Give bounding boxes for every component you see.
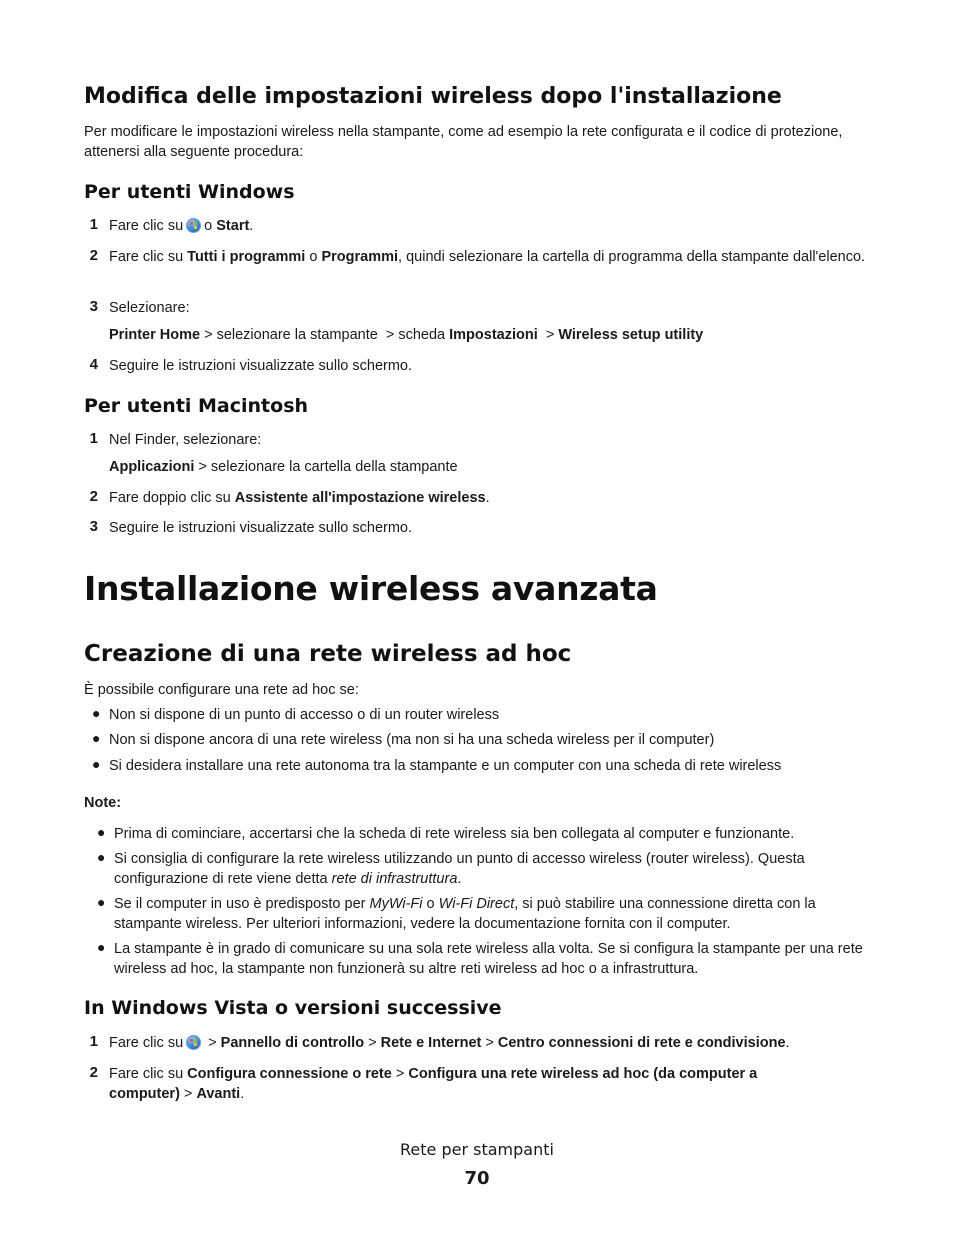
- note-item: Se il computer in uso è predisposto per MyWi-Fi o Wi-Fi Direct, si può stabilire una connessione diretta con la stampante wireless. Per ulteriori informazioni, vedere la documentazione fornita con il computer.: [114, 896, 816, 932]
- subheading-windows: Per utenti Windows: [84, 181, 295, 203]
- list-item: Non si dispone ancora di una rete wireless (ma non si ha una scheda wireless per il computer): [109, 732, 715, 748]
- notes-label: Note:: [84, 795, 122, 811]
- bullet-icon: ●: [92, 705, 101, 721]
- step-text: Fare clic su o Start.: [109, 218, 254, 234]
- step-text: Fare clic su Configura connessione o rete > Configura una rete wireless ad hoc (da computer a computer) > Avanti.: [109, 1066, 758, 1102]
- subheading-macintosh: Per utenti Macintosh: [84, 395, 309, 417]
- step-number: 2: [89, 488, 98, 505]
- step-number: 1: [89, 1033, 98, 1050]
- windows-start-icon: [186, 218, 201, 233]
- bullet-icon: ●: [97, 939, 106, 955]
- step-text: Fare clic su > Pannello di controllo > Rete e Internet > Centro connessioni di rete e condivisione.: [109, 1035, 790, 1051]
- note-item: Prima di cominciare, accertarsi che la scheda di rete wireless sia ben collegata al computer e funzionante.: [114, 826, 795, 842]
- step-text: Seguire le istruzioni visualizzate sullo schermo.: [109, 358, 413, 374]
- step-number: 3: [89, 298, 98, 315]
- step-number: 1: [89, 216, 98, 233]
- bullet-icon: ●: [97, 849, 106, 865]
- menu-path: Printer Home > selezionare la stampante > scheda Impostazioni > Wireless setup utility: [109, 327, 704, 343]
- bullet-icon: ●: [97, 824, 106, 840]
- list-item: Si desidera installare una rete autonoma tra la stampante e un computer con una scheda di rete wireless: [109, 758, 782, 774]
- step-number: 2: [89, 247, 98, 264]
- bullet-icon: ●: [97, 894, 106, 910]
- step-number: 4: [89, 356, 98, 373]
- bullet-icon: ●: [92, 756, 101, 772]
- step-text: Nel Finder, selezionare:: [109, 432, 262, 448]
- step-number: 1: [89, 430, 98, 447]
- step-text: Fare clic su Tutti i programmi o Programmi, quindi selezionare la cartella di programma della stampante dall'elenco.: [109, 249, 866, 265]
- subheading-vista: In Windows Vista o versioni successive: [84, 997, 502, 1019]
- windows-start-icon: [186, 1035, 201, 1050]
- page-number: 70: [464, 1168, 490, 1189]
- footer-section-name: Rete per stampanti: [400, 1140, 554, 1159]
- step-number: 2: [89, 1064, 98, 1081]
- section-heading: Creazione di una rete wireless ad hoc: [84, 641, 572, 667]
- note-item: La stampante è in grado di comunicare su una sola rete wireless alla volta. Se si configura la stampante per una rete wireless ad hoc, la stampante non funzionerà su altre reti wireless ad hoc o a infrastruttura.: [114, 941, 863, 977]
- section-intro: Per modificare le impostazioni wireless nella stampante, come ad esempio la rete configurata e il codice di protezione, attenersi alla seguente procedura:: [84, 124, 843, 160]
- menu-path: Applicazioni > selezionare la cartella della stampante: [109, 459, 458, 475]
- bullet-icon: ●: [92, 730, 101, 746]
- step-text: Selezionare:: [109, 300, 190, 316]
- list-item: Non si dispone di un punto di accesso o di un router wireless: [109, 707, 500, 723]
- step-text: Fare doppio clic su Assistente all'impostazione wireless.: [109, 490, 490, 506]
- section-intro: È possibile configurare una rete ad hoc se:: [84, 682, 359, 698]
- section-heading: Modifica delle impostazioni wireless dopo l'installazione: [84, 84, 782, 109]
- step-text: Seguire le istruzioni visualizzate sullo schermo.: [109, 520, 413, 536]
- note-item: Si consiglia di configurare la rete wireless utilizzando un punto di accesso wireless (router wireless). Questa configurazione di rete viene detta rete di infrastruttura.: [114, 851, 805, 887]
- chapter-heading: Installazione wireless avanzata: [84, 569, 658, 608]
- step-number: 3: [89, 518, 98, 535]
